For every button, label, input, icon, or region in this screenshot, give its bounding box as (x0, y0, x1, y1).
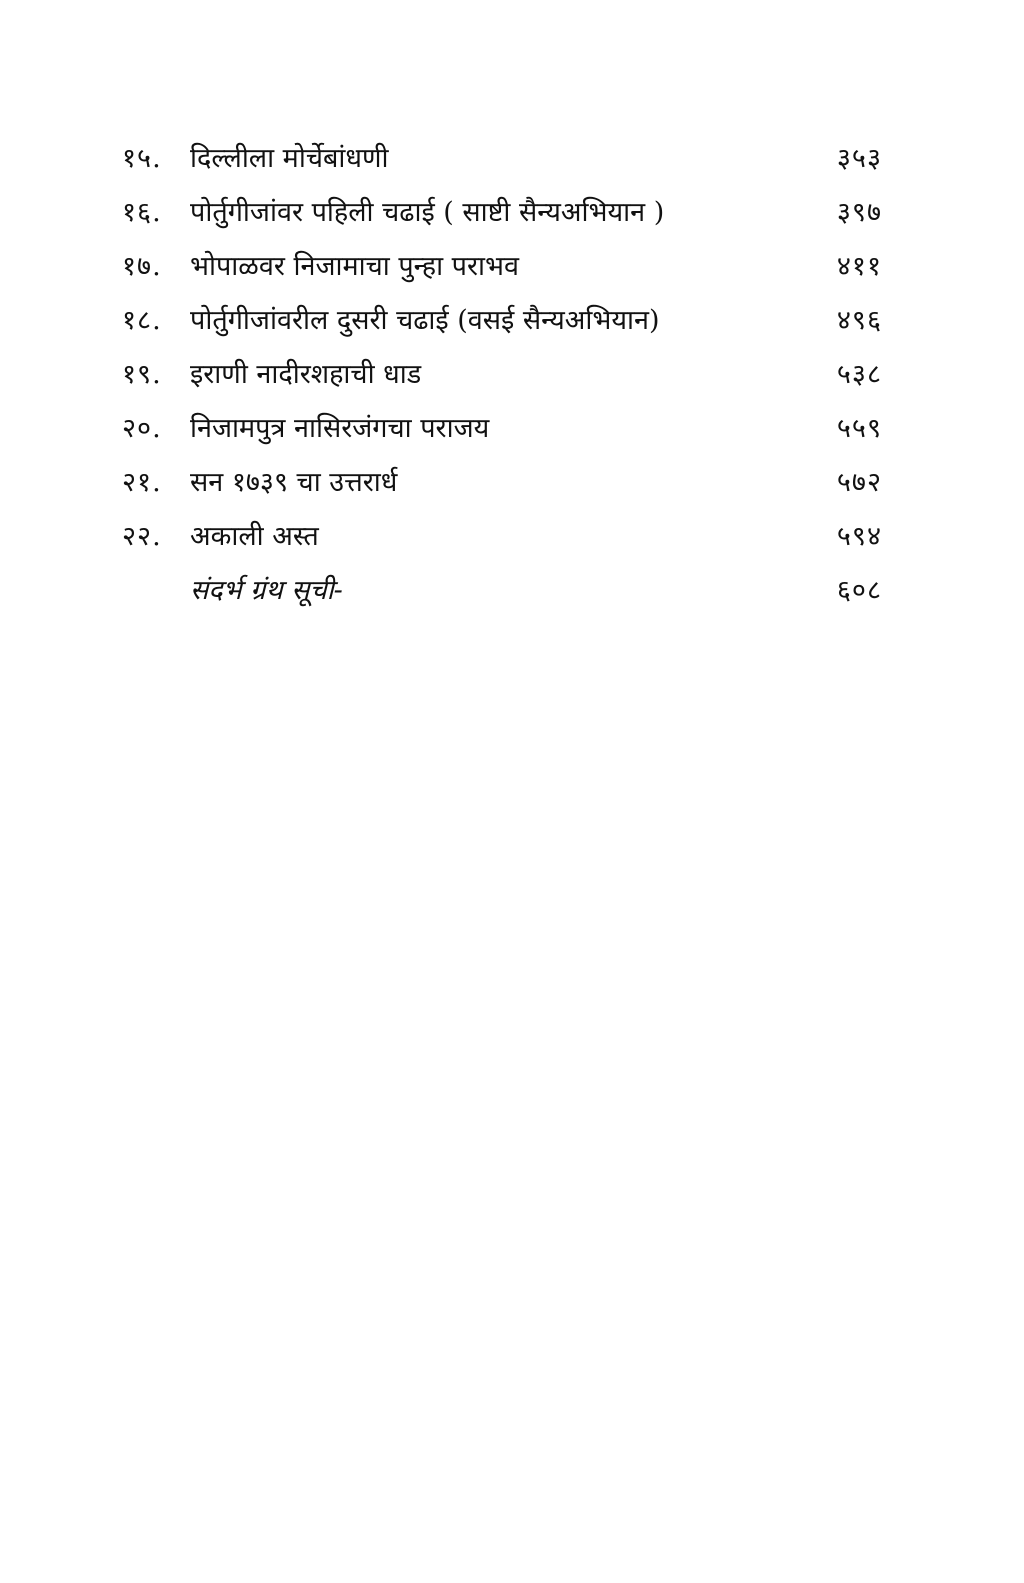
toc-entry-number: २१. (122, 467, 162, 498)
toc-entry-number: १६. (122, 197, 162, 228)
toc-entry-page: ५५९ (836, 413, 882, 444)
toc-entry-title: अकाली अस्त (190, 521, 319, 552)
toc-entry-number: १९. (122, 359, 162, 390)
toc-entry-page: ४११ (836, 251, 882, 282)
toc-entry-number: २०. (122, 413, 162, 444)
toc-entry-21 (122, 456, 882, 510)
toc-entry-page: ३५३ (836, 143, 882, 174)
toc-entry-page: ४९६ (836, 305, 882, 336)
toc-entry-16 (122, 186, 882, 240)
table-of-contents (122, 132, 882, 618)
toc-entry-page: ३९७ (836, 197, 882, 228)
toc-entry-22 (122, 510, 882, 564)
toc-entry-title: पोर्तुगीजांवर पहिली चढाई ( साष्टी सैन्यअभियान ) (190, 197, 665, 228)
toc-entry-number: १५. (122, 143, 162, 174)
toc-entry-18 (122, 294, 882, 348)
toc-entry-title: इराणी नादीरशहाची धाड (190, 359, 422, 390)
toc-entry-title: दिल्लीला मोर्चेबांधणी (190, 143, 389, 174)
toc-entry-page: ५९४ (836, 521, 882, 552)
toc-entry-title: निजामपुत्र नासिरजंगचा पराजय (190, 413, 490, 444)
toc-entry-20 (122, 402, 882, 456)
toc-entry-number: १७. (122, 251, 162, 282)
toc-entry-19 (122, 348, 882, 402)
toc-entry-17 (122, 240, 882, 294)
toc-entry-15 (122, 132, 882, 186)
toc-entry-title: पोर्तुगीजांवरील दुसरी चढाई (वसई सैन्यअभियान) (190, 305, 660, 336)
toc-entry-page: ५७२ (836, 467, 882, 498)
toc-entry-page: ५३८ (836, 359, 882, 390)
toc-entry-references (122, 564, 882, 618)
references-title: संदर्भ ग्रंथ सूची- (190, 575, 343, 606)
references-page: ६०८ (836, 575, 882, 606)
toc-entry-title: भोपाळवर निजामाचा पुन्हा पराभव (190, 251, 520, 282)
toc-entry-title: सन १७३९ चा उत्तरार्ध (190, 467, 398, 498)
toc-entry-number: २२. (122, 521, 162, 552)
toc-entry-number: १८. (122, 305, 162, 336)
